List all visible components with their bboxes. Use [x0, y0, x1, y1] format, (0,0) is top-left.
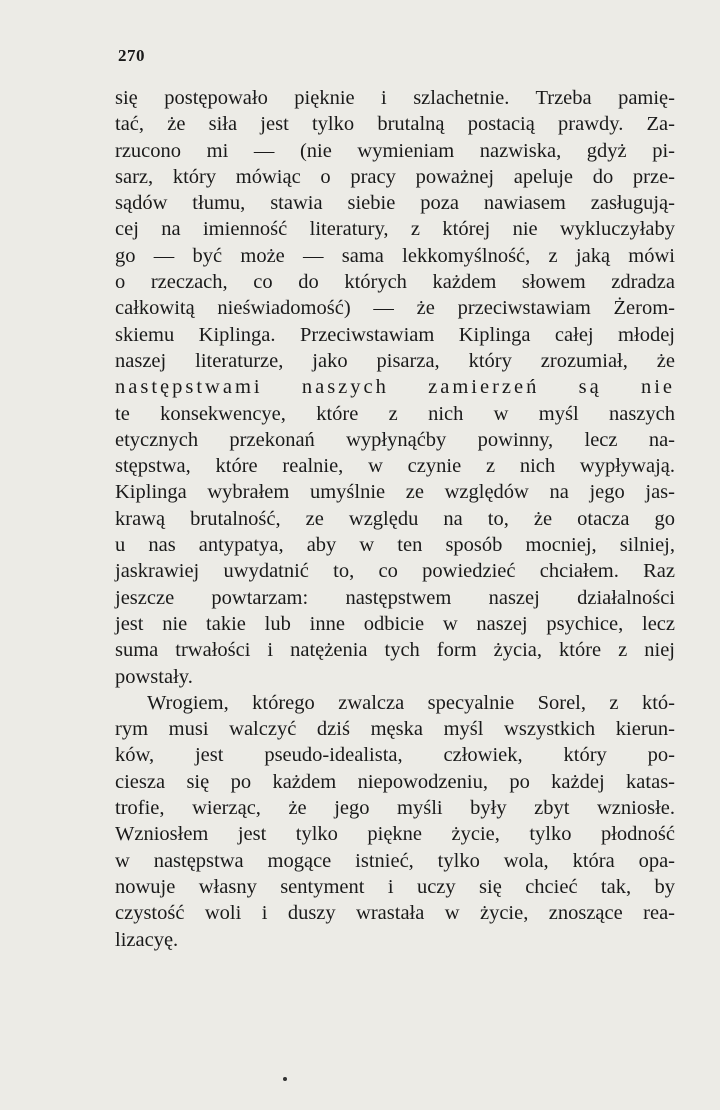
text-line: stępstwa, które realnie, w czynie z nich wypływają. [115, 455, 675, 478]
text-line: trofie, wierząc, że jego myśli były zbyt wzniosłe. [115, 797, 675, 820]
text-line: te konsekwencye, które z nich w myśl naszych [115, 402, 675, 425]
text-line: suma trwałości i natężenia tych form życia, które z niej [115, 639, 675, 662]
text-line: jeszcze powtarzam: następstwem naszej działalności [115, 586, 675, 609]
text-line: skiemu Kiplinga. Przeciwstawiam Kiplinga całej młodej [115, 323, 675, 346]
text-line: ciesza się po każdem niepowodzeniu, po każdej katas- [115, 770, 675, 793]
text-line: cej na imienność literatury, z której nie wykluczyłaby [115, 218, 675, 241]
text-line: go — być może — sama lekkomyślność, z jaką mówi [115, 244, 675, 267]
text-line: czystość woli i duszy wrastała w życie, znoszące rea- [115, 902, 675, 925]
text-line: w następstwa mogące istnieć, tylko wola, która opa- [115, 849, 675, 872]
text-line: naszej literaturze, jako pisarza, który zrozumiał, że [115, 349, 675, 372]
text-line: sądów tłumu, stawia siebie poza nawiasem zasługują- [115, 192, 675, 215]
text-line: sarz, który mówiąc o pracy poważnej apeluje do prze- [115, 165, 675, 188]
text-line: Wrogiem, którego zwalcza specyalnie Sorel, z któ- [147, 691, 675, 714]
body-text [115, 85, 675, 953]
text-line: rym musi walczyć dziś męska myśl wszystkich kierun- [115, 718, 675, 741]
printer-mark-dot [283, 1077, 287, 1081]
text-line: o rzeczach, co do których każdem słowem zdradza [115, 271, 675, 294]
text-line: jaskrawiej uwydatnić to, co powiedzieć chciałem. Raz [115, 560, 675, 583]
text-line: etycznych przekonań wypłynąćby powinny, lecz na- [115, 428, 675, 451]
text-line: powstały. [115, 665, 193, 688]
text-line: nowuje własny sentyment i uczy się chcieć tak, by [115, 875, 675, 898]
text-line: lizacyę. [115, 928, 179, 951]
text-line: rzucono mi — (nie wymieniam nazwiska, gdyż pi- [115, 139, 675, 162]
page-number: 270 [118, 46, 145, 65]
text-line: Kiplinga wybrałem umyślnie ze względów na jego jas- [115, 481, 675, 504]
text-line: krawą brutalność, ze względu na to, że otacza go [115, 507, 675, 530]
text-line: tać, że siła jest tylko brutalną postacią prawdy. Za- [115, 113, 675, 136]
text-line: u nas antypatya, aby w ten sposób mocniej, silniej, [115, 534, 675, 557]
text-line: się postępowało pięknie i szlachetnie. Trzeba pamię- [115, 87, 675, 109]
text-line: całkowitą nieświadomość) — że przeciwstawiam Żerom- [115, 297, 675, 320]
text-line: Wzniosłem jest tylko piękne życie, tylko płodność [115, 823, 675, 846]
text-line-spaced: następstwami naszych zamierzeń są nie [115, 376, 675, 399]
text-line: ków, jest pseudo-idealista, człowiek, który po- [115, 744, 675, 767]
text-line: jest nie takie lub inne odbicie w naszej psychice, lecz [115, 612, 675, 635]
